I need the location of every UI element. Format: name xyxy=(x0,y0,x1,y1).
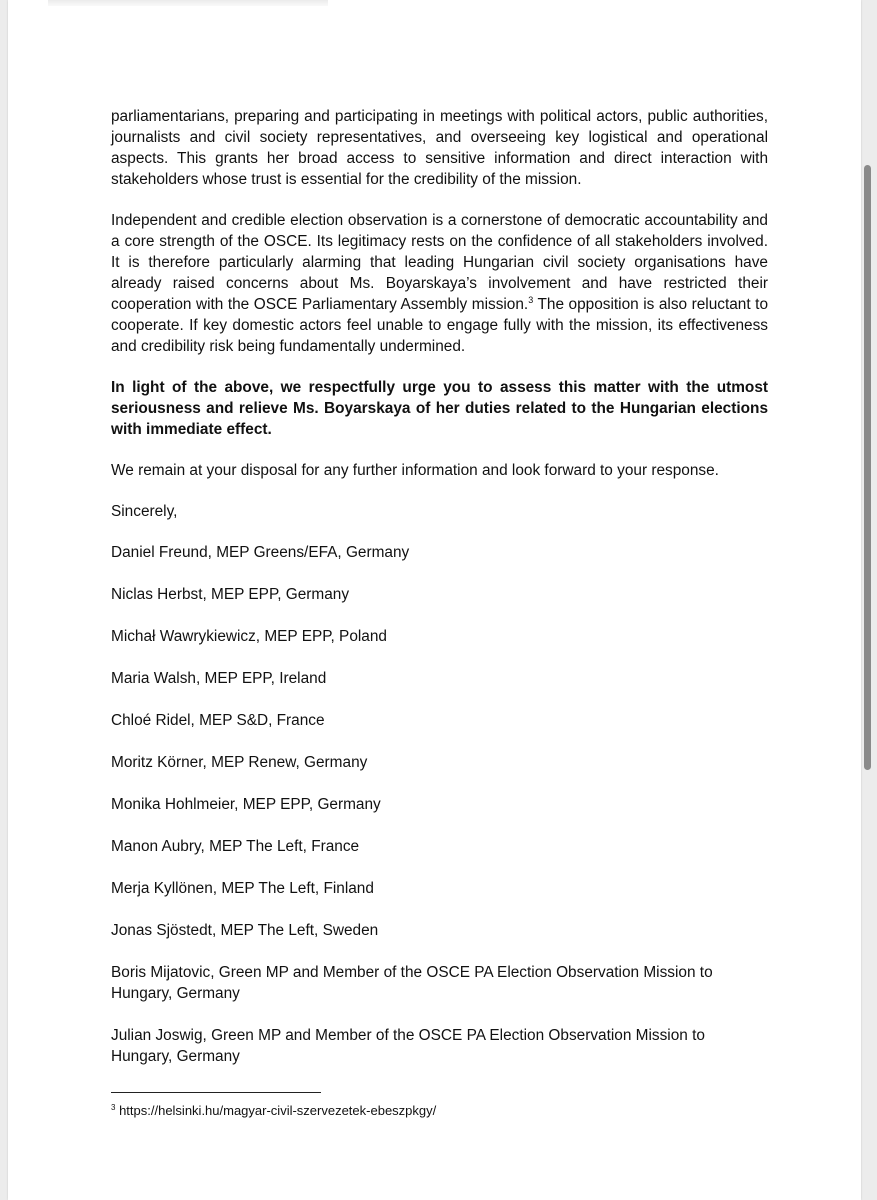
signatory: Manon Aubry, MEP The Left, France xyxy=(111,838,360,855)
footnote-number: 3 xyxy=(111,1103,116,1112)
signatory: Monika Hohlmeier, MEP EPP, Germany xyxy=(111,796,381,813)
signatory: Chloé Ridel, MEP S&D, France xyxy=(111,712,325,729)
signatory: Daniel Freund, MEP Greens/EFA, Germany xyxy=(111,544,410,561)
footnote-link[interactable]: https://helsinki.hu/magyar-civil-szervezetek-ebeszpkgy/ xyxy=(115,1103,437,1118)
paragraph-disposal: We remain at your disposal for any further information and look forward to your response. xyxy=(111,462,719,479)
previous-page-edge xyxy=(48,0,328,6)
paragraph-mission-role: parliamentarians, preparing and participating in meetings with political actors, public authorities, journalists and civil society representatives, and overseeing key logistical and operational aspects. This grants her broad access to sensitive information and direct interaction with stakeholders whose trust is essential for the credibility of the mission. xyxy=(111,108,768,188)
letter-body xyxy=(111,106,768,1088)
vertical-scrollbar-thumb[interactable] xyxy=(864,165,871,770)
signatory: Michał Wawrykiewicz, MEP EPP, Poland xyxy=(111,628,387,645)
paragraph-request: In light of the above, we respectfully urge you to assess this matter with the utmost seriousness and relieve Ms. Boyarskaya of her duties related to the Hungarian elections with immediate effect. xyxy=(111,379,768,438)
footnote-reference[interactable]: 3 xyxy=(528,295,534,305)
signatory-list xyxy=(111,542,768,1067)
closing-salutation: Sincerely, xyxy=(111,503,178,520)
signatory: Maria Walsh, MEP EPP, Ireland xyxy=(111,670,327,687)
signatory: Moritz Körner, MEP Renew, Germany xyxy=(111,754,368,771)
signatory: Niclas Herbst, MEP EPP, Germany xyxy=(111,586,350,603)
signatory: Merja Kyllönen, MEP The Left, Finland xyxy=(111,880,374,897)
footnote xyxy=(111,1102,436,1119)
signatory: Julian Joswig, Green MP and Member of the OSCE PA Election Observation Mission to Hungary, Germany xyxy=(111,1027,705,1065)
paragraph-credibility-text: Independent and credible election observation is a cornerstone of democratic accountability and a core strength of the OSCE. Its legitimacy rests on the confidence of all stakeholders involved. It is therefore particularly alarming that leading Hungarian civil society organisations have already raised concerns about Ms. Boyarskaya’s involvement and have restricted their cooperation with the OSCE Parliamentary Assembly mission. xyxy=(111,212,768,313)
signatory: Jonas Sjöstedt, MEP The Left, Sweden xyxy=(111,922,379,939)
footnote-separator xyxy=(111,1092,321,1093)
paragraph-credibility-tail: The opposition is also reluctant to cooperate. If key domestic actors feel unable to engage fully with the mission, its effectiveness and credibility risk being fundamentally undermined. xyxy=(111,296,768,355)
paragraph-credibility xyxy=(111,210,768,357)
signatory: Boris Mijatovic, Green MP and Member of the OSCE PA Election Observation Mission to Hungary, Germany xyxy=(111,964,713,1002)
document-page xyxy=(8,0,861,1200)
